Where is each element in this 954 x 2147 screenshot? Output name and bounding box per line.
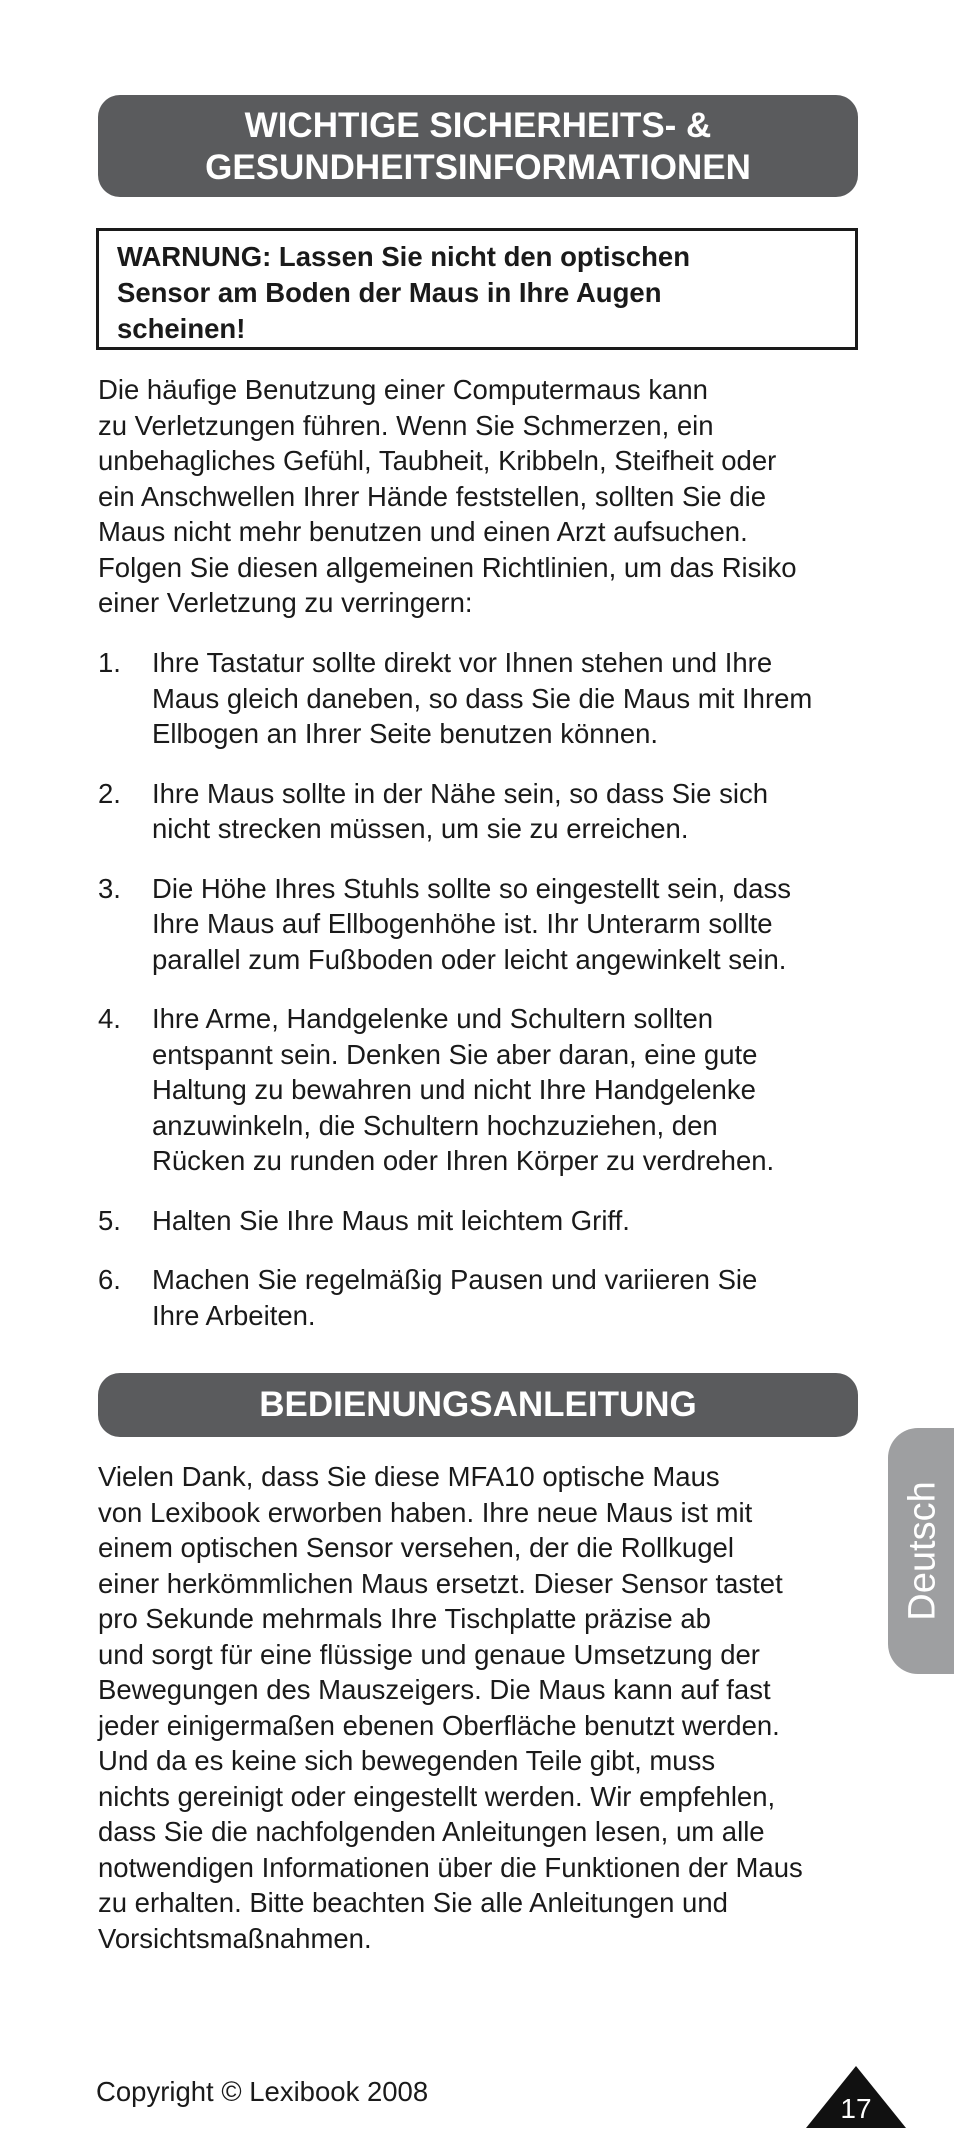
safety-heading-line: WICHTIGE SICHERHEITS- & (244, 106, 712, 145)
paragraph-line: Vielen Dank, dass Sie diese MFA10 optische Maus (98, 1461, 720, 1492)
list-number: 1. (98, 647, 121, 678)
list-item-line: Machen Sie regelmäßig Pausen und variieren Sie (152, 1264, 758, 1295)
list-item-line: nicht strecken müssen, um sie zu erreichen. (152, 813, 689, 844)
paragraph-line: pro Sekunde mehrmals Ihre Tischplatte präzise ab (98, 1603, 711, 1634)
safety-intro-paragraph (98, 372, 868, 621)
warning-line: WARNUNG: Lassen Sie nicht den optischen (117, 241, 690, 272)
list-item-line: Maus gleich daneben, so dass Sie die Maus mit Ihrem (152, 682, 813, 714)
paragraph-line: ein Anschwellen Ihrer Hände feststellen, sollten Sie die (98, 480, 767, 512)
list-item (98, 1001, 878, 1179)
paragraph-line: Vorsichtsmaßnahmen. (98, 1922, 372, 1954)
list-item-line: Ihre Maus sollte in der Nähe sein, so dass Sie sich (152, 777, 768, 809)
manual-body-paragraph (98, 1459, 868, 1956)
guideline-list (98, 645, 878, 1357)
paragraph-line: Bewegungen des Mauszeigers. Die Maus kann auf fast (98, 1674, 771, 1705)
manual-heading: BEDIENUNGSANLEITUNG (98, 1373, 858, 1437)
list-item-line: Ihre Tastatur sollte direkt vor Ihnen stehen und Ihre (152, 647, 773, 678)
paragraph-line: jeder einigermaßen ebenen Oberfläche benutzt werden. (98, 1709, 780, 1741)
list-number: 2. (98, 777, 121, 809)
paragraph-line: und sorgt für eine flüssige und genaue Umsetzung der (98, 1638, 760, 1670)
list-item-line: entspannt sein. Denken Sie aber daran, eine gute (152, 1038, 758, 1070)
list-item-line: anzuwinkeln, die Schultern hochzuziehen, den (152, 1109, 718, 1141)
list-number: 4. (98, 1003, 121, 1034)
paragraph-line: einer Verletzung zu verringern: (98, 587, 473, 618)
paragraph-line: dass Sie die nachfolgenden Anleitungen lesen, um alle (98, 1816, 765, 1847)
warning-box (96, 228, 858, 350)
paragraph-line: von Lexibook erworben haben. Ihre neue Maus ist mit (98, 1496, 753, 1528)
list-item-line: Halten Sie Ihre Maus mit leichtem Griff. (152, 1204, 630, 1236)
language-tab (888, 1428, 954, 1674)
list-item-line: Haltung zu bewahren und nicht Ihre Handgelenke (152, 1074, 756, 1105)
list-item-line: Ihre Maus auf Ellbogenhöhe ist. Ihr Unterarm sollte (152, 908, 773, 939)
warning-line: scheinen! (117, 313, 246, 344)
list-item-line: Rücken zu runden oder Ihren Körper zu verdrehen. (152, 1145, 775, 1176)
paragraph-line: zu erhalten. Bitte beachten Sie alle Anleitungen und (98, 1887, 728, 1918)
list-item-line: Ellbogen an Ihrer Seite benutzen können. (152, 718, 659, 749)
list-item (98, 1203, 878, 1239)
paragraph-line: nichts gereinigt oder eingestellt werden. Wir empfehlen, (98, 1780, 776, 1812)
list-number: 3. (98, 872, 121, 904)
list-item (98, 645, 878, 752)
paragraph-line: zu Verletzungen führen. Wenn Sie Schmerzen, ein (98, 409, 714, 441)
paragraph-line: Die häufige Benutzung einer Computermaus kann (98, 374, 708, 405)
paragraph-line: notwendigen Informationen über die Funktionen der Maus (98, 1851, 803, 1883)
paragraph-line: Folgen Sie diesen allgemeinen Richtlinien, um das Risiko (98, 551, 797, 583)
paragraph-line: unbehagliches Gefühl, Taubheit, Kribbeln, Steifheit oder (98, 445, 777, 476)
copyright-text: Copyright © Lexibook 2008 (96, 2076, 429, 2107)
paragraph-line: einem optischen Sensor versehen, der die Rollkugel (98, 1532, 734, 1563)
paragraph-line: Maus nicht mehr benutzen und einen Arzt aufsuchen. (98, 516, 748, 547)
paragraph-line: einer herkömmlichen Maus ersetzt. Dieser Sensor tastet (98, 1567, 783, 1599)
list-item-line: Die Höhe Ihres Stuhls sollte so eingestellt sein, dass (152, 872, 791, 904)
list-item (98, 776, 878, 847)
paragraph-line: Und da es keine sich bewegenden Teile gibt, muss (98, 1745, 716, 1776)
page-number: 17 (840, 2093, 872, 2124)
warning-line: Sensor am Boden der Maus in Ihre Augen (117, 277, 662, 308)
safety-heading (98, 95, 858, 197)
list-item (98, 871, 878, 978)
list-number: 5. (98, 1204, 121, 1236)
safety-heading-line: GESUNDHEITSINFORMATIONEN (205, 148, 751, 187)
list-number: 6. (98, 1264, 121, 1295)
language-tab-label: Deutsch (901, 1481, 944, 1621)
list-item-line: parallel zum Fußboden oder leicht angewinkelt sein. (152, 943, 787, 975)
list-item (98, 1262, 878, 1333)
list-item-line: Ihre Arme, Handgelenke und Schultern sollten (152, 1003, 714, 1034)
list-item-line: Ihre Arbeiten. (152, 1299, 316, 1331)
